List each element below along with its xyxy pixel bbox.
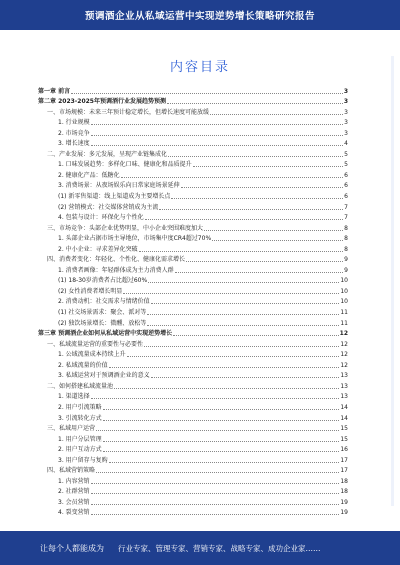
toc-entry-title: 1. 头部企业占据市场主导地位，市场集中度CR4超过70% [58, 235, 212, 243]
toc-entry[interactable] [38, 424, 348, 435]
toc-entry-page: 3 [344, 129, 348, 137]
toc-entry[interactable] [38, 318, 348, 329]
toc-entry-title: 第一章 前言 [38, 87, 71, 95]
toc-entry[interactable] [38, 170, 348, 181]
toc-leader-dots [144, 346, 339, 347]
toc-entry-page: 3 [343, 87, 348, 95]
toc-entry[interactable] [38, 487, 348, 498]
toc-entry-title: 3. 引流转化方式 [58, 414, 102, 422]
toc-leader-dots [91, 135, 344, 136]
toc-entry-title: 3. 消费场景：从夜场娱乐向日常家庭场景延伸 [58, 182, 180, 190]
toc-leader-dots [109, 462, 340, 463]
toc-entry-page: 16 [340, 446, 348, 454]
toc-entry-title: 第三章 预调酒企业如何从私域运营中实现逆势增长 [38, 330, 173, 338]
toc-entry-title: (1) 新零售渠道：线上渠道成为主要增长点 [58, 193, 171, 201]
toc-entry-page: 11 [340, 319, 348, 327]
toc-entry-page: 12 [340, 351, 348, 359]
toc-entry[interactable] [38, 497, 348, 508]
toc-entry-title: 三、私域用户运营 [47, 425, 96, 433]
toc-entry[interactable] [38, 223, 348, 234]
toc-entry[interactable] [38, 160, 348, 171]
toc-entry-page: 6 [344, 193, 348, 201]
toc-entry-page: 9 [344, 266, 348, 274]
toc-leader-dots [121, 177, 344, 178]
toc-entry-title: 三、市场竞争：头部企业优势明显，中小企业突围难度加大 [47, 224, 204, 232]
toc-entry-title: 1. 用户分层管理 [58, 435, 102, 443]
toc-leader-dots [114, 388, 339, 389]
toc-entry[interactable] [38, 191, 348, 202]
toc-entry[interactable] [38, 107, 348, 118]
toc-entry-page: 19 [340, 509, 348, 517]
toc-leader-dots [145, 219, 344, 220]
toc-entry-page: 8 [344, 224, 348, 232]
toc-entry[interactable] [38, 508, 348, 519]
toc-entry[interactable] [38, 466, 348, 477]
toc-leader-dots [186, 261, 343, 262]
toc-entry-page: 12 [339, 330, 348, 338]
toc-entry[interactable] [38, 307, 348, 318]
toc-entry-page: 3 [344, 108, 348, 116]
toc-leader-dots [151, 377, 340, 378]
toc-entry[interactable] [38, 329, 348, 340]
toc-entry-title: 2. 用户互动方式 [58, 446, 102, 454]
toc-leader-dots [123, 293, 339, 294]
toc-entry-title: 1. 口味发展趋势：多样化口味、健康化和品质提升 [58, 161, 192, 169]
toc-entry-title: 2. 私域流量的价值 [58, 361, 108, 369]
toc-entry-page: 15 [340, 425, 348, 433]
toc-entry-page: 7 [344, 214, 348, 222]
toc-entry[interactable] [38, 118, 348, 129]
toc-entry-title: 4. 包装与设计：环保化与个性化 [58, 214, 144, 222]
toc-entry[interactable] [38, 86, 348, 97]
toc-entry-page: 14 [340, 403, 348, 411]
toc-entry-title: 3. 私域运营对于预调酒企业的意义 [58, 372, 150, 380]
toc-entry-title: 一、市场规模：未来三年预计稳定增长，但增长速度可能放缓 [47, 108, 210, 116]
toc-heading: 内容目录 [169, 60, 230, 75]
toc-entry-page: 17 [340, 456, 348, 464]
toc-entry-page: 6 [344, 182, 348, 190]
toc-entry-title: (2) 营销模式：社交媒体营销成为主流 [58, 203, 159, 211]
toc-leader-dots [204, 230, 343, 231]
toc-leader-dots [96, 472, 339, 473]
toc-entry[interactable] [38, 265, 348, 276]
toc-entry-title: 2. 消费动机：社交需求与情绪价值 [58, 298, 150, 306]
toc-entry[interactable] [38, 181, 348, 192]
toc-entry-title: 四、私域营销策略 [47, 467, 96, 475]
toc-entry-page: 18 [340, 488, 348, 496]
toc-entry-page: 19 [340, 498, 348, 506]
toc-entry-page: 18 [340, 477, 348, 485]
toc-leader-dots [91, 483, 340, 484]
toc-entry-title: 1. 内容营销 [58, 477, 90, 485]
toc-entry[interactable] [38, 445, 348, 456]
report-title: 预调酒企业从私域运营中实现逆势增长策略研究报告 [84, 11, 315, 22]
toc-leader-dots [103, 451, 340, 452]
toc-entry[interactable] [38, 360, 348, 371]
toc-entry-page: 13 [340, 382, 348, 390]
toc-leader-dots [91, 145, 344, 146]
toc-entry-page: 10 [340, 277, 348, 285]
toc-leader-dots [175, 272, 344, 273]
toc-leader-dots [91, 514, 340, 515]
toc-entry[interactable] [38, 255, 348, 266]
toc-entry-page: 14 [340, 414, 348, 422]
toc-entry[interactable] [38, 392, 348, 403]
toc-leader-dots [212, 240, 343, 241]
toc-entry-page: 10 [340, 287, 348, 295]
toc-entry[interactable] [38, 339, 348, 350]
toc-leader-dots [71, 93, 343, 94]
toc-entry-page: 8 [344, 245, 348, 253]
toc-entry-page: 6 [344, 171, 348, 179]
toc-entry-page: 3 [344, 119, 348, 127]
toc-entry[interactable] [38, 202, 348, 213]
toc-entry[interactable] [38, 413, 348, 424]
toc-entry[interactable] [38, 128, 348, 139]
toc-entry-page: 5 [344, 150, 348, 158]
toc-entry[interactable] [38, 371, 348, 382]
toc-entry-page: 13 [340, 372, 348, 380]
toc-leader-dots [171, 198, 343, 199]
toc-entry-page: 15 [340, 435, 348, 443]
toc-entry[interactable] [38, 455, 348, 466]
toc-leader-dots [168, 156, 343, 157]
toc-entry-title: 二、如何搭建私域流量池 [47, 382, 114, 390]
toc-entry[interactable] [38, 244, 348, 255]
toc-entry-page: 5 [344, 161, 348, 169]
toc-leader-dots [103, 441, 340, 442]
toc-leader-dots [91, 504, 340, 505]
toc-entry-title: 4. 裂变营销 [58, 509, 90, 517]
toc-leader-dots [159, 209, 343, 210]
toc-entry-title: 2. 中小企业：寻求差异化突破 [58, 245, 138, 253]
toc-entry[interactable] [38, 139, 348, 150]
toc-entry-title: (2) 女性消费者增长明显 [58, 287, 123, 295]
report-header-bar [0, 0, 400, 30]
toc-entry[interactable] [38, 213, 348, 224]
toc-entry-page: 7 [344, 203, 348, 211]
toc-leader-dots [148, 282, 339, 283]
toc-entry[interactable] [38, 434, 348, 445]
toc-entry-page: 12 [340, 340, 348, 348]
toc-leader-dots [91, 398, 340, 399]
toc-entry-title: 1. 行业规模 [58, 119, 90, 127]
toc-entry-title: 3. 增长速度 [58, 140, 90, 148]
toc-entry-title: 3. 用户留存与复购 [58, 456, 108, 464]
toc-entry-title: 一、私域流量运营的重要性与必要性 [47, 340, 144, 348]
toc-leader-dots [167, 103, 343, 104]
toc-entry-page: 3 [343, 98, 348, 106]
toc-leader-dots [96, 430, 339, 431]
footer-bar [0, 531, 400, 565]
toc-leader-dots [181, 187, 344, 188]
toc-leader-dots [173, 335, 339, 336]
toc-leader-dots [103, 409, 340, 410]
toc-entry-title: (1) 社交场景需求：聚会、派对等 [58, 309, 147, 317]
toc-entry[interactable] [38, 381, 348, 392]
toc-entry-title: 二、产业发展：多元发展，呈现产业链集成化 [47, 150, 168, 158]
toc-entry-page: 17 [340, 467, 348, 475]
toc-leader-dots [103, 420, 340, 421]
toc-entry-title: (2) 独饮场景增长：微醺、放松等 [58, 319, 147, 327]
toc-leader-dots [139, 251, 344, 252]
toc-entry-title: 3. 会员营销 [58, 498, 90, 506]
footer-slogan-right: 行业专家、管理专家、营销专家、战略专家、成功企业家…… [118, 543, 321, 553]
toc-entry[interactable] [38, 350, 348, 361]
toc-leader-dots [109, 367, 340, 368]
toc-entry-title: 2. 用户引流策略 [58, 403, 102, 411]
toc-entry[interactable] [38, 286, 348, 297]
toc-entry[interactable] [38, 149, 348, 160]
toc-entry[interactable] [38, 234, 348, 245]
toc-leader-dots [91, 124, 344, 125]
side-decoration [391, 56, 394, 506]
toc-entry-title: 四、消费者变化：年轻化、个性化、健康化需求增长 [47, 256, 186, 264]
toc-leader-dots [91, 493, 340, 494]
toc-entry[interactable] [38, 297, 348, 308]
toc-entry-page: 11 [340, 309, 348, 317]
toc-leader-dots [193, 166, 344, 167]
toc-leader-dots [210, 114, 343, 115]
toc-entry[interactable] [38, 97, 348, 108]
toc-entry[interactable] [38, 476, 348, 487]
toc-entry-title: 2. 社群营销 [58, 488, 90, 496]
toc-entry-page: 12 [340, 361, 348, 369]
toc-entry-page: 8 [344, 235, 348, 243]
toc-entry[interactable] [38, 276, 348, 287]
toc-entry[interactable] [38, 402, 348, 413]
toc-leader-dots [147, 325, 339, 326]
toc-entry-title: 1. 公域流量成本持续上升 [58, 351, 126, 359]
toc-entry-title: 2. 健康化产品：低糖化 [58, 171, 120, 179]
toc-entry-page: 4 [344, 140, 348, 148]
toc-leader-dots [147, 314, 339, 315]
toc-entry-title: 2. 市场竞争 [58, 129, 90, 137]
toc-entry-title: 1. 渠道选择 [58, 393, 90, 401]
toc-entry-title: (1) 18-30岁消费者占比超过60% [58, 277, 148, 285]
toc-leader-dots [127, 356, 340, 357]
toc-leader-dots [151, 303, 340, 304]
toc-entry-page: 9 [344, 256, 348, 264]
toc-entry-page: 13 [340, 393, 348, 401]
toc-entry-title: 1. 消费者画像：年轻群体成为主力消费人群 [58, 266, 174, 274]
table-of-contents [38, 86, 348, 518]
toc-entry-title: 第二章 2023-2025年预调酒行业发展趋势预测 [38, 98, 166, 106]
toc-entry-page: 10 [340, 298, 348, 306]
footer-slogan-left: 让每个人都能成为 [40, 543, 104, 553]
